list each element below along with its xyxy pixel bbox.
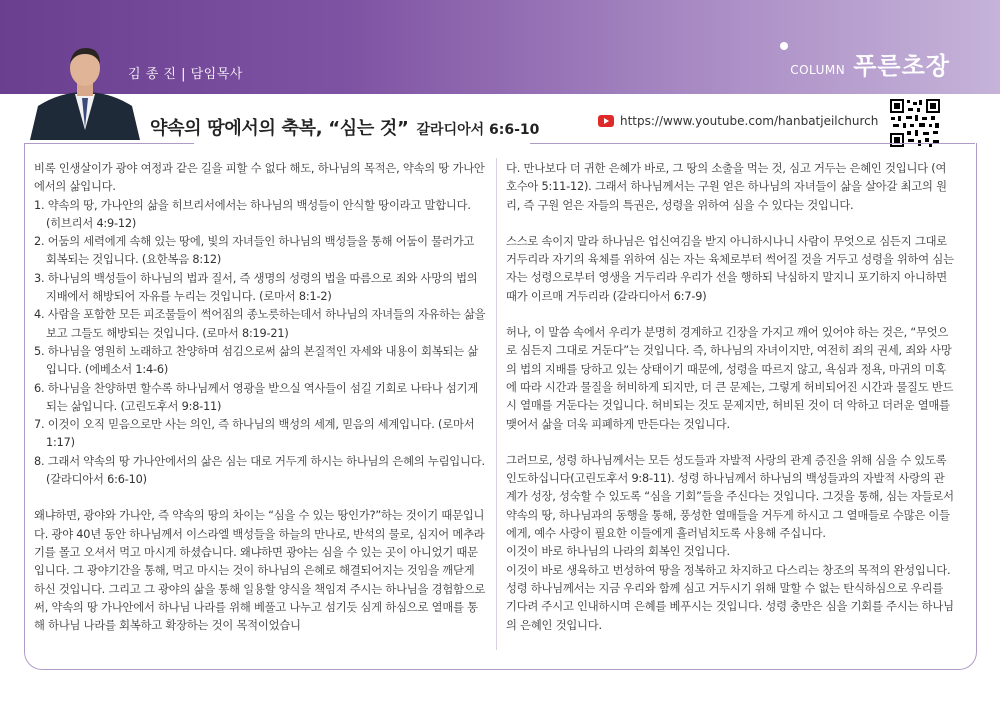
pastor-name: 김 종 진 | 담임목사 <box>128 67 243 82</box>
scripture-quote: 스스로 속이지 말라 하나님은 업신여김을 받지 아니하시나니 사람이 무엇으로 심든지 그대로 거두리라 자기의 육체를 위하여 심는 자는 육체로부터 썩어질 것을 거두고 성령을 위하여 심는 자는 성령으로부터 영생을 거두리라 우리가 선을 행하되 낙심하지 말지니 포기하지 아니하면 때가 이르매 거두리라 (갈라디아서 6:7-9) <box>506 234 954 303</box>
body-paragraph: 왜냐하면, 광야와 가나안, 즉 약속의 땅의 차이는 “심을 수 있는 땅인가?”하는 것이기 때문입니다. 광야 40년 동안 하나님께서 이스라엘 백성들을 하늘의 만나로, 반석의 물로, 심지어 메추라기를 몰고 오셔서 먹고 마시게 하셨습니다. 왜냐하면 광야는 심을 수 있는 곳이 아니었기 때문입니다. 그 광야기간을 통해, 먹고 마시는 것이 하나님의 은혜로 해결되어지는 것임을 깨닫게 하신 것입니다. 그리고 그 광야의 삶을 통해 일용할 양식을 책임져 주시는 하나님을 경험함으로써, 약속의 땅 가나안에서 하나님 나라를 위해 베풀고 나누고 섬기듯 심게 하심으로 열매를 통해 하나님 나라를 회복하고 확장하는 것이 목적이었습니 <box>34 509 486 633</box>
column-divider <box>496 158 497 650</box>
list-item: 2. 어둠의 세력에게 속해 있는 땅에, 빛의 자녀들인 하나님의 백성들을 통해 어둠이 물러가고 회복되는 것입니다. (요한복음 8:12) <box>34 235 475 267</box>
sermon-reference: 갈라디아서 6:6-10 <box>416 122 540 138</box>
page-title <box>150 114 539 140</box>
list-item: 4. 사람을 포함한 모든 피조물들이 썩어짐의 종노릇하는데서 하나님의 자녀들의 자유하는 삶을 보고 그들도 해방되는 것입니다. (로마서 8:19-21) <box>34 308 486 340</box>
youtube-icon <box>598 115 614 127</box>
body-paragraph: 이것이 바로 생육하고 번성하여 땅을 정복하고 차지하고 다스리는 창조의 목적의 완성입니다. 성령 하나님께서는 지금 우리와 함께 심고 거두시기 위해 말할 수 없는 탄식하심으로 우리를 기다려 주시고 인내하시며 은혜를 베푸시는 것입니다. 성령 충만은 심을 기회를 주시는 하나님의 은혜인 것입니다. <box>506 563 954 632</box>
youtube-link[interactable] <box>598 114 878 128</box>
right-column <box>506 160 954 635</box>
column-label: COLUMN <box>790 63 846 77</box>
avatar <box>30 40 140 140</box>
list-item: 5. 하나님을 영원히 노래하고 찬양하며 섬김으로써 삶의 본질적인 자세와 내용이 회복되는 삶입니다. (에베소서 1:4-6) <box>34 344 479 377</box>
body-paragraph: 다. 만나보다 더 귀한 은혜가 바로, 그 땅의 소출을 먹는 것, 심고 거두는 은혜인 것입니다 (여호수아 5:11-12). 그래서 하나님께서는 구원 얻은 하나님의 자녀들이 삶을 살아갈 최고의 원리, 즉 구원 얻은 자들의 특권은, 성령을 위하여 심을 수 있다는 것입니다. <box>506 162 947 212</box>
column-name: 푸른초장 <box>853 52 950 80</box>
body-paragraph: 그러므로, 성령 하나님께서는 모든 성도들과 자발적 사랑의 관계 증진을 위해 심을 수 있도록 인도하십니다(고린도후서 9:8-11). 성령 하나님께서 하나님의 백성들과의 자발적 사랑의 관계가 성장, 성숙할 수 있도록 “심을 기회”들을 주신다는 것입니다. 그것을 통해, 심는 자들로서 약속의 땅, 하나님과의 동행을 통해, 풍성한 열매들을 거두게 하시고 그 열매들로 수많은 이들에게, 예수 사랑이 필요한 이들에게 흘러넘치도록 사용해 주십니다. <box>506 453 954 541</box>
list-item: 3. 하나님의 백성들이 하나님의 법과 질서, 즉 생명의 성령의 법을 따름으로 죄와 사망의 법의 지배에서 해방되어 자유를 누리는 것입니다. (로마서 8:1-2) <box>34 271 478 304</box>
youtube-url[interactable]: https://www.youtube.com/hanbatjeilchurch <box>620 114 879 128</box>
list-item: 8. 그래서 약속의 땅 가나안에서의 삶은 심는 대로 거두게 하시는 하나님의 은혜의 누림입니다. (갈라디아서 6:6-10) <box>34 454 485 487</box>
column-heading <box>790 46 950 81</box>
intro-paragraph: 비록 인생살이가 광야 여정과 같은 길을 피할 수 없다 해도, 하나님의 목적은, 약속의 땅 가나안에서의 삶입니다. <box>34 162 485 194</box>
sermon-title: 약속의 땅에서의 축복, “심는 것” <box>150 118 409 139</box>
list-item: 7. 이것이 오직 믿음으로만 사는 의인, 즉 하나님의 백성의 세계, 믿음의 세계입니다. (로마서 1:17) <box>34 418 475 450</box>
list-item: 1. 약속의 땅, 가나안의 삶을 히브리서에서는 하나님의 백성들이 안식할 땅이라고 말합니다. (히브리서 4:9-12) <box>34 198 471 230</box>
qr-code-icon <box>889 98 941 148</box>
body-paragraph: 이것이 바로 하나님의 나라의 회복인 것입니다. <box>506 545 730 559</box>
body-paragraph: 허나, 이 말씀 속에서 우리가 분명히 경계하고 긴장을 가지고 깨어 있어야 하는 것은, “무엇으로 심든지 그대로 거둔다”는 것입니다. 즉, 하나님의 자녀이지만, 여전히 죄의 권세, 죄와 사망의 법의 지배를 당하고 있는 상태이기 때문에, 성령을 따르지 않고, 욕심과 정욕, 마귀의 미혹에 따라 시간과 물질을 허비하게 되지만, 더 큰 문제는, 그렇게 허비되어진 시간과 물질도 반드시 열매를 거둔다는 것입니다. 허비되는 것도 문제지만, 허비된 것이 더 악하고 더러운 열매를 맺어서 삶을 더욱 피폐하게 만든다는 것입니다. <box>506 326 954 431</box>
left-column <box>34 160 486 635</box>
list-item: 6. 하나님을 찬양하면 할수록 하나님께서 영광을 받으실 역사들이 섬길 기회로 나타나 섬기게 되는 삶입니다. (고린도후서 9:8-11) <box>34 381 479 413</box>
